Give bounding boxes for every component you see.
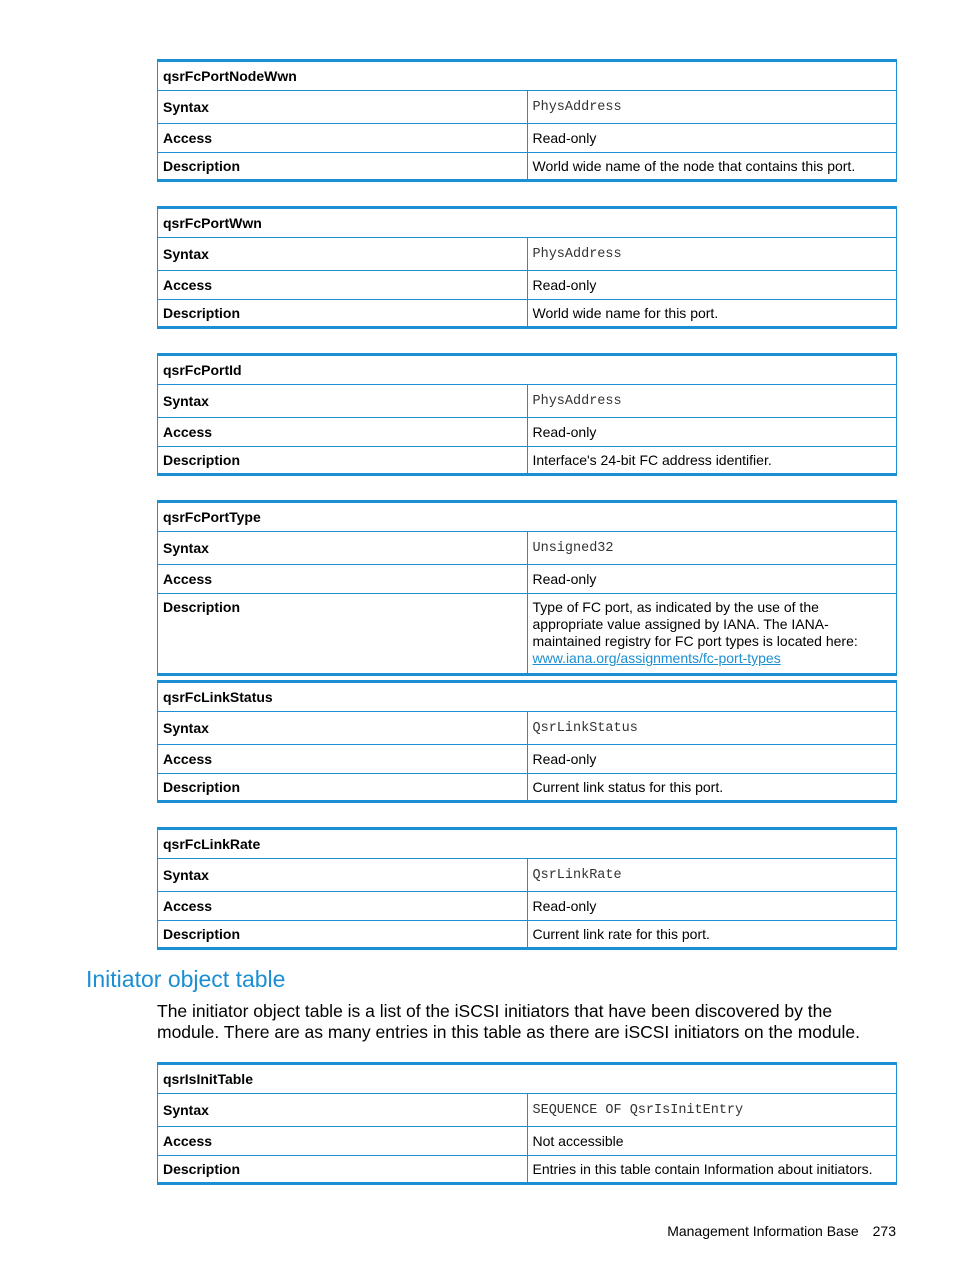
- mib-table: [157, 1062, 897, 1185]
- description-label: Description: [158, 300, 528, 328]
- access-label: Access: [158, 892, 528, 921]
- access-label: Access: [158, 1127, 528, 1156]
- access-label: Access: [158, 271, 528, 300]
- description-value: Current link rate for this port.: [527, 921, 897, 949]
- access-label: Access: [158, 124, 528, 153]
- description-value: World wide name of the node that contains this port.: [527, 153, 897, 181]
- syntax-label: Syntax: [158, 385, 528, 418]
- syntax-value: SEQUENCE OF QsrIsInitEntry: [527, 1094, 897, 1127]
- page-footer: [667, 1223, 896, 1239]
- access-value: Read-only: [527, 271, 897, 300]
- description-value: Entries in this table contain Information about initiators.: [527, 1156, 897, 1184]
- syntax-value: QsrLinkRate: [527, 859, 897, 892]
- mib-table: [157, 680, 897, 803]
- syntax-value: QsrLinkStatus: [527, 712, 897, 745]
- iana-registry-link[interactable]: www.iana.org/assignments/fc-port-types: [532, 650, 781, 666]
- description-value: Interface's 24-bit FC address identifier.: [527, 447, 897, 475]
- object-name: qsrFcLinkStatus: [158, 682, 897, 712]
- object-name: qsrIsInitTable: [158, 1064, 897, 1094]
- description-label: Description: [158, 1156, 528, 1184]
- description-label: Description: [158, 447, 528, 475]
- syntax-value: Unsigned32: [527, 532, 897, 565]
- description-value: Type of FC port, as indicated by the use of the appropriate value assigned by IANA. The IANA-maintained registry for FC port types is located here:: [532, 599, 858, 649]
- access-value: Read-only: [527, 892, 897, 921]
- description-value: World wide name for this port.: [527, 300, 897, 328]
- description-label: Description: [158, 921, 528, 949]
- syntax-label: Syntax: [158, 238, 528, 271]
- access-value: Read-only: [527, 745, 897, 774]
- object-name: qsrFcPortType: [158, 502, 897, 532]
- access-value: Read-only: [527, 565, 897, 594]
- access-value: Read-only: [527, 418, 897, 447]
- syntax-value: PhysAddress: [527, 238, 897, 271]
- syntax-value: PhysAddress: [527, 91, 897, 124]
- access-label: Access: [158, 418, 528, 447]
- syntax-label: Syntax: [158, 712, 528, 745]
- object-name: qsrFcLinkRate: [158, 829, 897, 859]
- access-value: Read-only: [527, 124, 897, 153]
- object-name: qsrFcPortId: [158, 355, 897, 385]
- description-label: Description: [158, 153, 528, 181]
- section-title: Initiator object table: [86, 966, 286, 992]
- syntax-label: Syntax: [158, 1094, 528, 1127]
- mib-table: [157, 827, 897, 950]
- description-label: Description: [158, 774, 528, 802]
- mib-table: [157, 206, 897, 329]
- syntax-value: PhysAddress: [527, 385, 897, 418]
- object-name: qsrFcPortNodeWwn: [158, 61, 897, 91]
- syntax-label: Syntax: [158, 91, 528, 124]
- description-value: Current link status for this port.: [527, 774, 897, 802]
- mib-table: [157, 500, 897, 676]
- access-label: Access: [158, 745, 528, 774]
- syntax-label: Syntax: [158, 532, 528, 565]
- syntax-label: Syntax: [158, 859, 528, 892]
- section-paragraph: The initiator object table is a list of the iSCSI initiators that have been discovered by the module. There are as many entries in this table as there are iSCSI initiators on the module.: [157, 1001, 860, 1042]
- description-cell: [527, 594, 897, 675]
- access-label: Access: [158, 565, 528, 594]
- object-name: qsrFcPortWwn: [158, 208, 897, 238]
- mib-table: [157, 353, 897, 476]
- description-label: Description: [158, 594, 528, 675]
- mib-table: [157, 59, 897, 182]
- footer-text: Management Information Base: [667, 1223, 859, 1239]
- page-number: 273: [872, 1223, 896, 1239]
- access-value: Not accessible: [527, 1127, 897, 1156]
